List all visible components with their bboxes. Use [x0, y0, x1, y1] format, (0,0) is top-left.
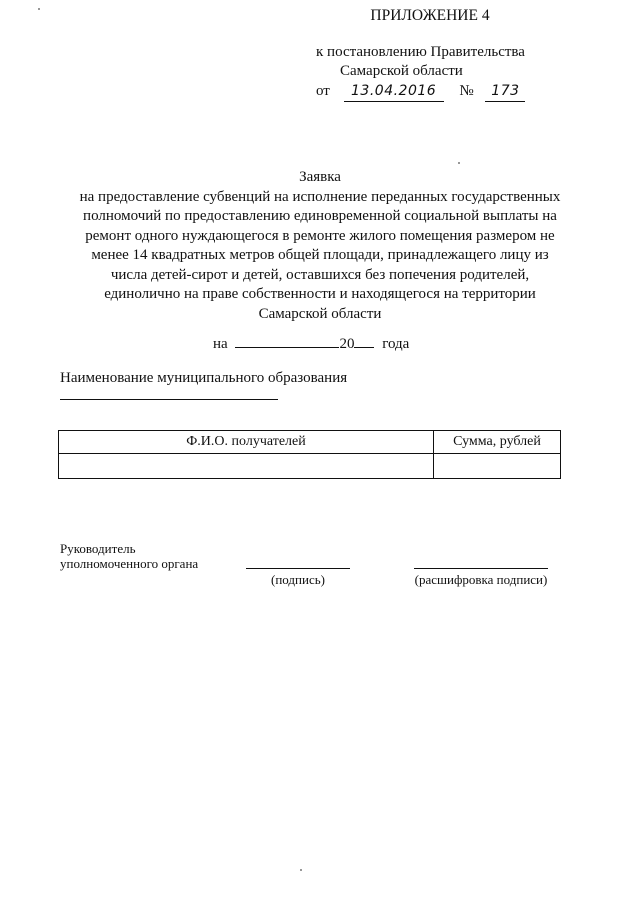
scan-speck — [458, 162, 460, 164]
period-suffix: года — [382, 336, 410, 352]
col-recipient-name: Ф.И.О. получателей — [59, 431, 434, 454]
resolution-line: к постановлению Правительства — [316, 44, 525, 60]
scan-speck — [38, 8, 40, 10]
region-line: Самарской области — [340, 63, 463, 79]
number-handwritten: 173 — [485, 81, 525, 102]
table-row — [59, 454, 561, 479]
role-line: уполномоченного органа — [60, 556, 199, 571]
signature-decode-caption: (расшифровка подписи) — [414, 572, 548, 587]
title-line: Самарской области — [258, 305, 382, 322]
municipality-blank — [60, 399, 278, 400]
signature-decode-blank — [414, 568, 548, 569]
title-line: полномочий по предоставлению единовременной социальной выплаты на — [83, 208, 557, 224]
title-line: ремонт одного нуждающегося в ремонте жилого помещения размером не — [85, 227, 555, 244]
from-label: от — [316, 83, 330, 99]
period-blank — [235, 333, 339, 348]
signature-blank — [246, 568, 350, 569]
title-line: единолично на праве собственности и находящегося на территории — [104, 286, 536, 302]
request-title — [60, 168, 580, 324]
role-line: Руководитель — [60, 541, 136, 556]
title-line: на предоставление субвенций на исполнение переданных государственных — [79, 188, 561, 205]
request-heading: Заявка — [299, 169, 341, 185]
scan-speck — [300, 869, 302, 871]
period-row — [213, 333, 473, 354]
year-blank — [354, 333, 374, 348]
table-cell — [434, 454, 561, 479]
appendix-title: ПРИЛОЖЕНИЕ 4 — [370, 7, 490, 24]
municipality-label: Наименование муниципального образования — [60, 370, 348, 386]
recipients-table — [58, 430, 561, 479]
period-prefix: на — [213, 336, 228, 352]
period-year-prefix: 20 — [339, 336, 355, 352]
signature-caption: (подпись) — [271, 572, 325, 587]
title-line: менее 14 квадратных метров общей площади, принадлежащего лицу из — [91, 247, 549, 263]
number-label: № — [459, 83, 474, 99]
date-handwritten: 13.04.2016 — [344, 81, 444, 102]
table-header-row — [59, 431, 561, 454]
date-row — [316, 81, 546, 102]
title-line: числа детей-сирот и детей, оставшихся без попечения родителей, — [110, 266, 530, 283]
col-amount: Сумма, рублей — [434, 431, 561, 454]
signatory-role — [60, 541, 198, 571]
table-cell — [59, 454, 434, 479]
